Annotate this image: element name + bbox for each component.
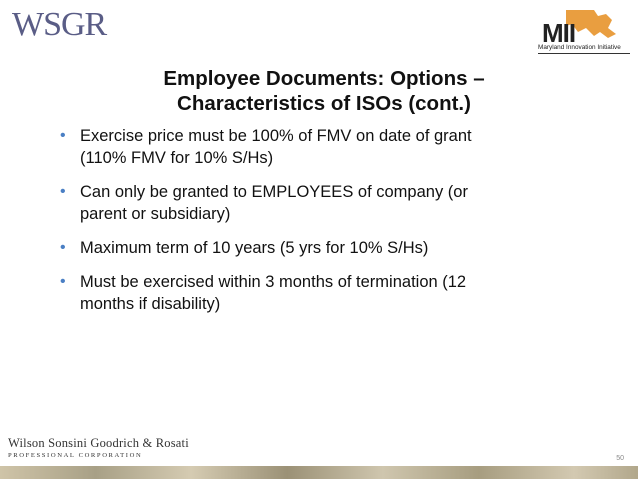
slide-title [90,66,558,116]
bullet-item [60,125,580,169]
bullet-icon: • [60,183,66,200]
bullet-text-line-2: months if disability) [80,295,221,313]
bullet-list [60,125,580,327]
bullet-icon: • [60,273,66,290]
decorative-footer-strip [0,466,638,479]
bullet-item [60,271,580,315]
mii-divider [538,53,630,54]
bullet-text-line-2: parent or subsidiary) [80,205,231,223]
bullet-text-line-1: Maximum term of 10 years (5 yrs for 10% S/Hs) [80,239,429,257]
wsgr-logo: WSGR [12,6,107,43]
footer-firm-logo [8,436,189,459]
bullet-icon: • [60,127,66,144]
footer-corp-line: PROFESSIONAL CORPORATION [8,452,143,459]
bullet-text-line-1: Must be exercised within 3 months of termination (12 [80,273,467,291]
page-number: 50 [616,455,624,462]
bullet-item [60,237,580,259]
bullet-icon: • [60,239,66,256]
mii-caption: Maryland Innovation Initiative [538,44,621,51]
bullet-item [60,181,580,225]
bullet-text-line-1: Can only be granted to EMPLOYEES of company (or [80,183,468,201]
slide-title-line-2: Characteristics of ISOs (cont.) [177,92,471,115]
mii-logo-text: MII [542,18,576,48]
slide-title-line-1: Employee Documents: Options – [163,67,485,90]
bullet-text-line-1: Exercise price must be 100% of FMV on date of grant [80,127,472,145]
bullet-text-line-2: (110% FMV for 10% S/Hs) [80,149,274,167]
footer-firm-name: Wilson Sonsini Goodrich & Rosati [8,436,189,450]
